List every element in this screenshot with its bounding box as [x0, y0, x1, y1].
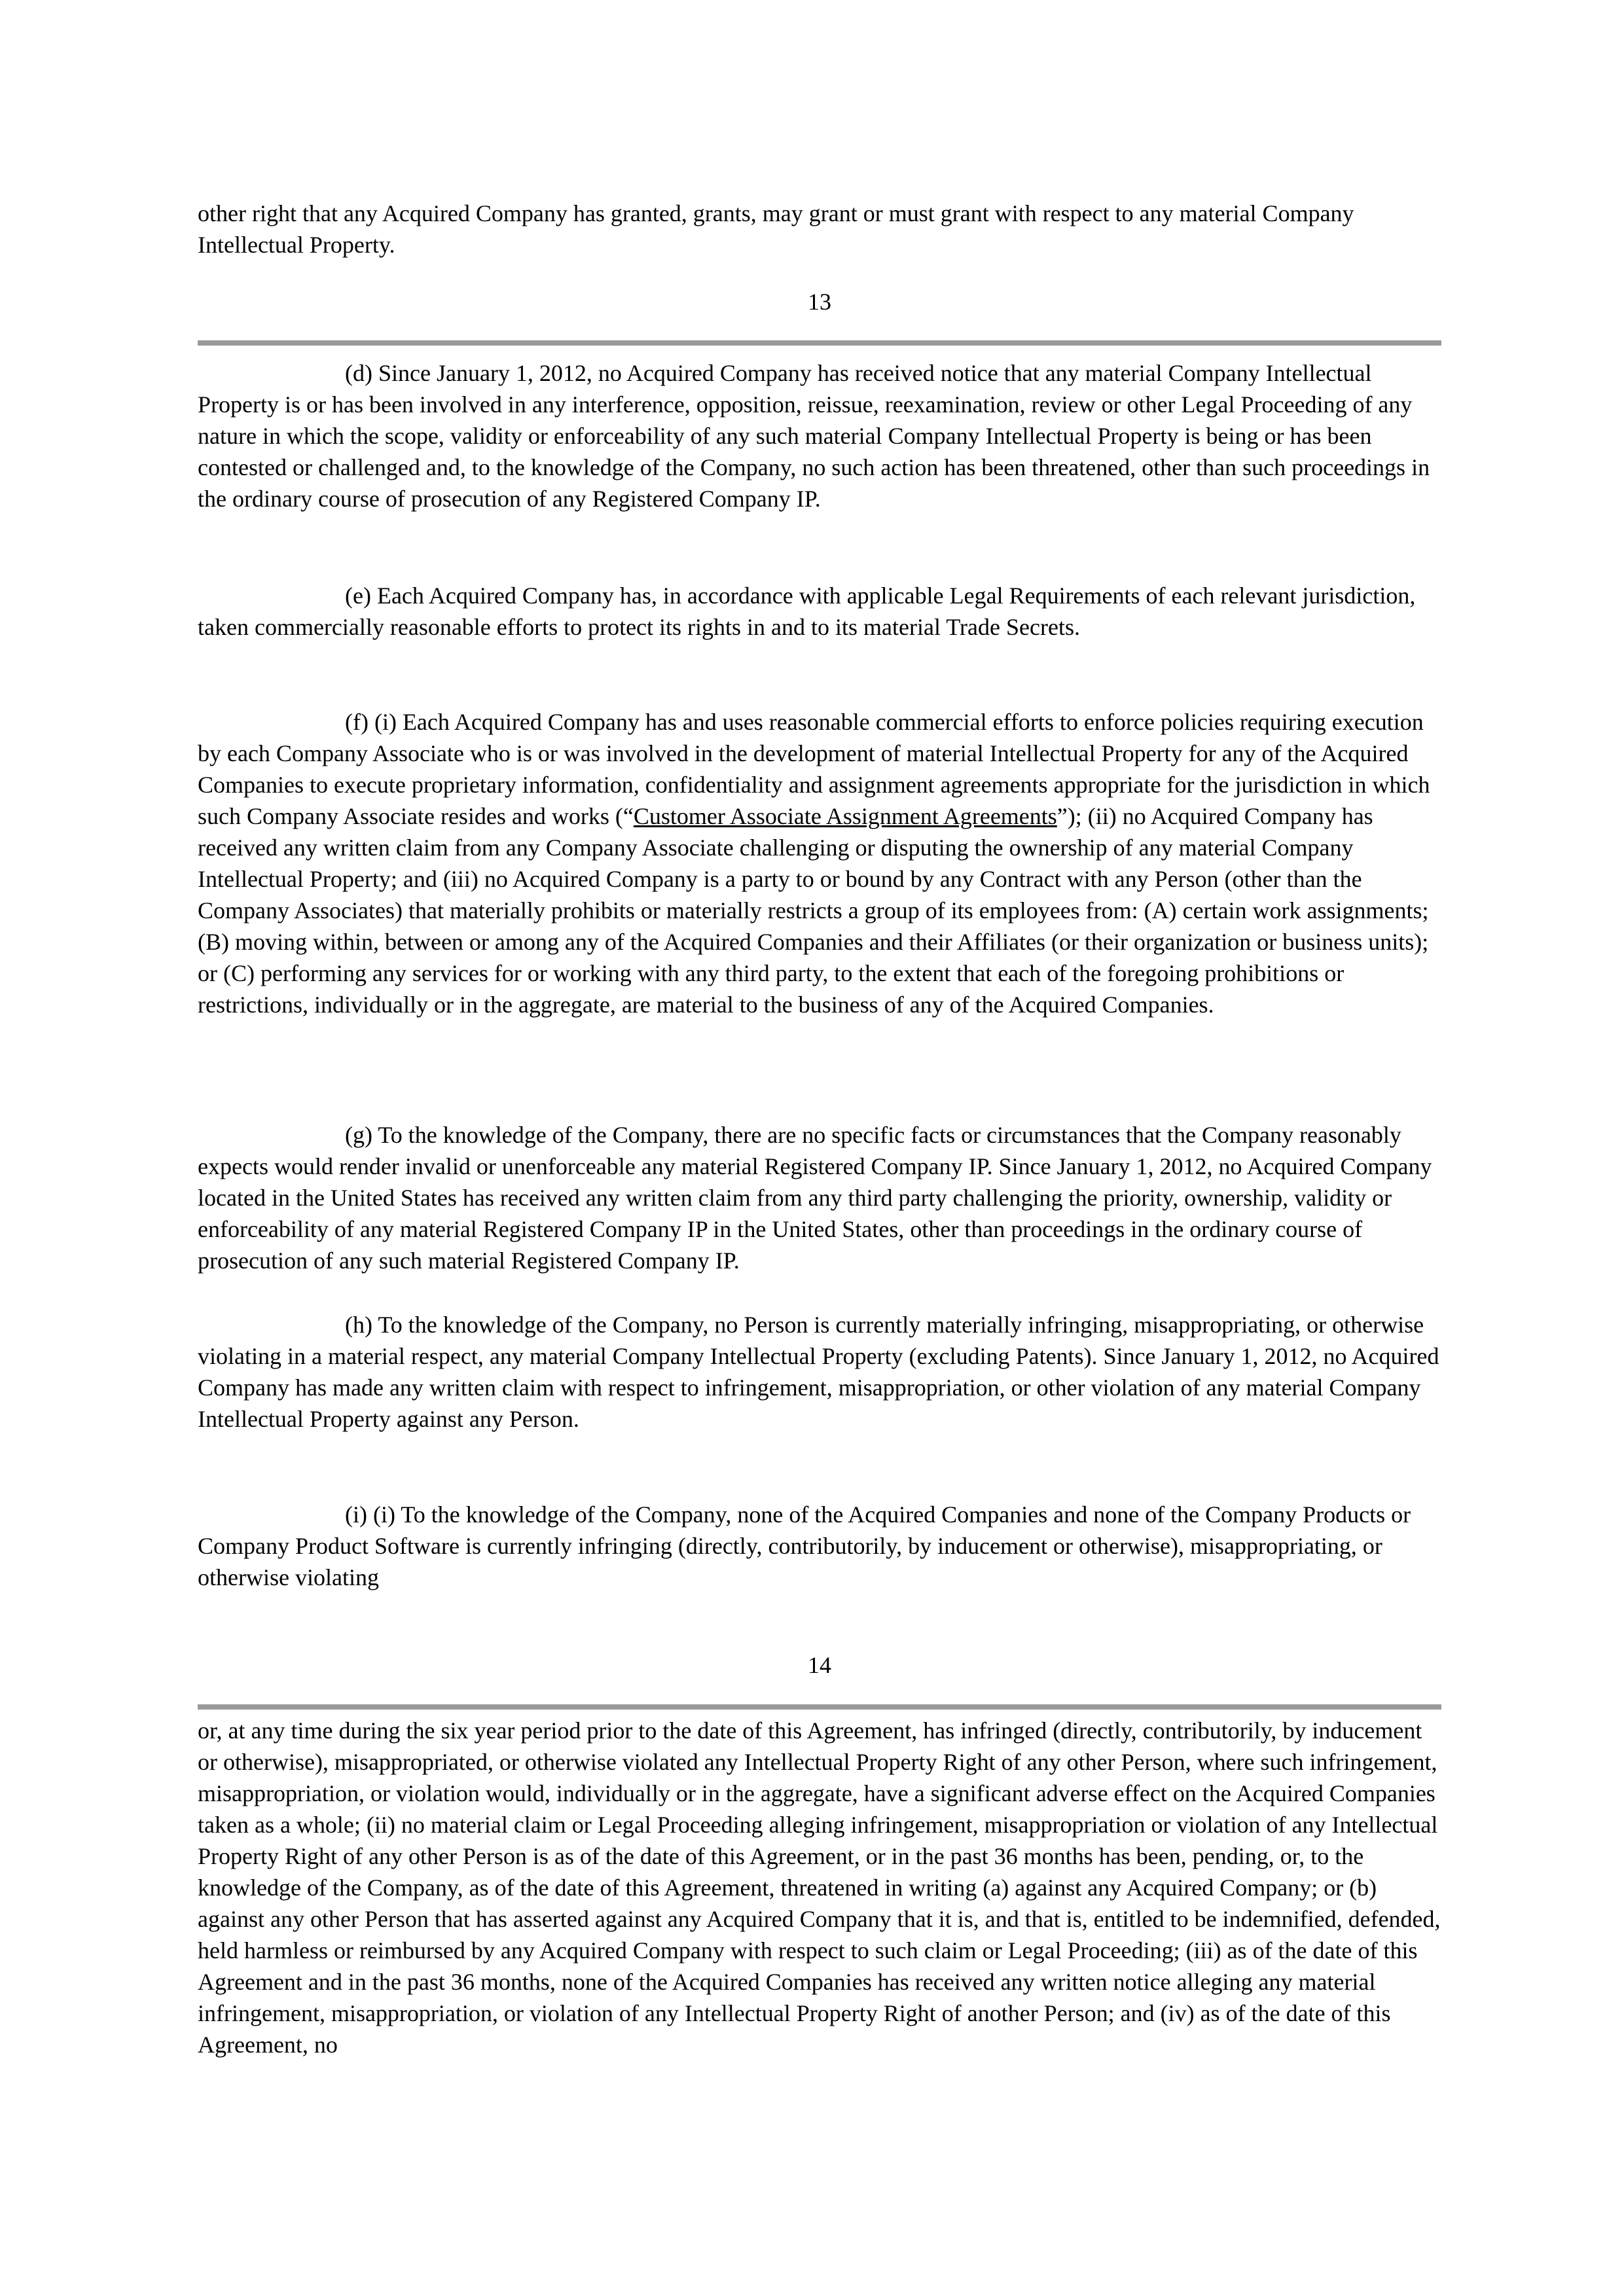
paragraph-e [198, 580, 1441, 643]
paragraph-f-text-after: ”); (ii) no Acquired Company has received any written claim from any Company Associate challenging or disputing the ownership of any material Company Intellectual Property; and (iii) no Acquired Company is a party to or bound by any Contract with any Person (other than the Company Associates) that materially prohibits or materially restricts a group of its employees from: (A) certain work assignments; (B) moving within, between or among any of the Acquired Companies and their Affiliates (or their organization or business units); or (C) performing any services for or working with any third party, to the extent that each of the foregoing prohibitions or restrictions, individually or in the aggregate, are material to the business of any of the Acquired Companies. [198, 803, 1429, 1018]
paragraph-f-text-before: (f) (i) Each Acquired Company has and uses reasonable commercial efforts to enforce policies requiring execution by each Company Associate who is or was involved in the development of material Intellectual Property for any of the Acquired Companies to execute proprietary information, confidentiality and assignment agreements appropriate for the jurisdiction in which such Company Associate resides and works (“ [198, 709, 1430, 829]
top-fragment-text: other right that any Acquired Company has granted, grants, may grant or must grant with respect to any material Company Intellectual Property. [198, 200, 1354, 258]
paragraph-f [198, 706, 1441, 1020]
page-break-rule [198, 340, 1441, 346]
paragraph-e-text: (e) Each Acquired Company has, in accordance with applicable Legal Requirements of each relevant jurisdiction, taken commercially reasonable efforts to protect its rights in and to its material Trade Secrets. [198, 583, 1416, 640]
paragraph-g [198, 1119, 1441, 1276]
bottom-fragment-text: or, at any time during the six year period prior to the date of this Agreement, has infringed (directly, contributorily, by inducement or otherwise), misappropriated, or otherwise violated any Intellectual Property Right of any other Person, where such infringement, misappropriation, or violation would, individually or in the aggregate, have a significant adverse effect on the Acquired Companies taken as a whole; (ii) no material claim or Legal Proceeding alleging infringement, misappropriation or violation of any Intellectual Property Right of any other Person is as of the date of this Agreement, or in the past 36 months has been, pending, or, to the knowledge of the Company, as of the date of this Agreement, threatened in writing (a) against any Acquired Company; or (b) against any other Person that has asserted against any Acquired Company that it is, and that is, entitled to be indemnified, defended, held harmless or reimbursed by any Acquired Company with respect to such claim or Legal Proceeding; (iii) as of the date of this Agreement and in the past 36 months, none of the Acquired Companies has received any written notice alleging any material infringement, misappropriation, or violation of any Intellectual Property Right of another Person; and (iv) as of the date of this Agreement, no [198, 1717, 1441, 2058]
document-page [198, 0, 1441, 2296]
paragraph-g-text: (g) To the knowledge of the Company, there are no specific facts or circumstances that the Company reasonably expects would render invalid or unenforceable any material Registered Company IP. Since January 1, 2012, no Acquired Company located in the United States has received any written claim from any third party challenging the priority, ownership, validity or enforceability of any material Registered Company IP in the United States, other than proceedings in the ordinary course of prosecution of any such material Registered Company IP. [198, 1122, 1432, 1274]
page-number-14: 14 [808, 1652, 831, 1678]
paragraph-d-text: (d) Since January 1, 2012, no Acquired Company has received notice that any material Company Intellectual Property is or has been involved in any interference, opposition, reissue, reexamination, review or other Legal Proceeding of any nature in which the scope, validity or enforceability of any such material Company Intellectual Property is being or has been contested or challenged and, to the knowledge of the Company, no such action has been threatened, other than such proceedings in the ordinary course of prosecution of any Registered Company IP. [198, 360, 1430, 512]
paragraph-h-text: (h) To the knowledge of the Company, no Person is currently materially infringing, misappropriating, or otherwise violating in a material respect, any material Company Intellectual Property (excluding Patents). Since January 1, 2012, no Acquired Company has made any written claim with respect to infringement, misappropriation, or other violation of any material Company Intellectual Property against any Person. [198, 1312, 1439, 1432]
top-fragment [198, 198, 1441, 260]
paragraph-d [198, 357, 1441, 514]
paragraph-f-text [198, 706, 1441, 1020]
paragraph-i [198, 1499, 1441, 1593]
page-number-13: 13 [808, 289, 831, 315]
defined-term-assignment-agreements: Customer Associate Assignment Agreements [633, 803, 1057, 829]
bottom-fragment [198, 1715, 1441, 2060]
paragraph-i-text: (i) (i) To the knowledge of the Company, none of the Acquired Companies and none of the Company Products or Company Product Software is currently infringing (directly, contributorily, by inducement or otherwise), misappropriating, or otherwise violating [198, 1501, 1411, 1590]
paragraph-h [198, 1309, 1441, 1435]
page-break-rule-2 [198, 1704, 1441, 1710]
